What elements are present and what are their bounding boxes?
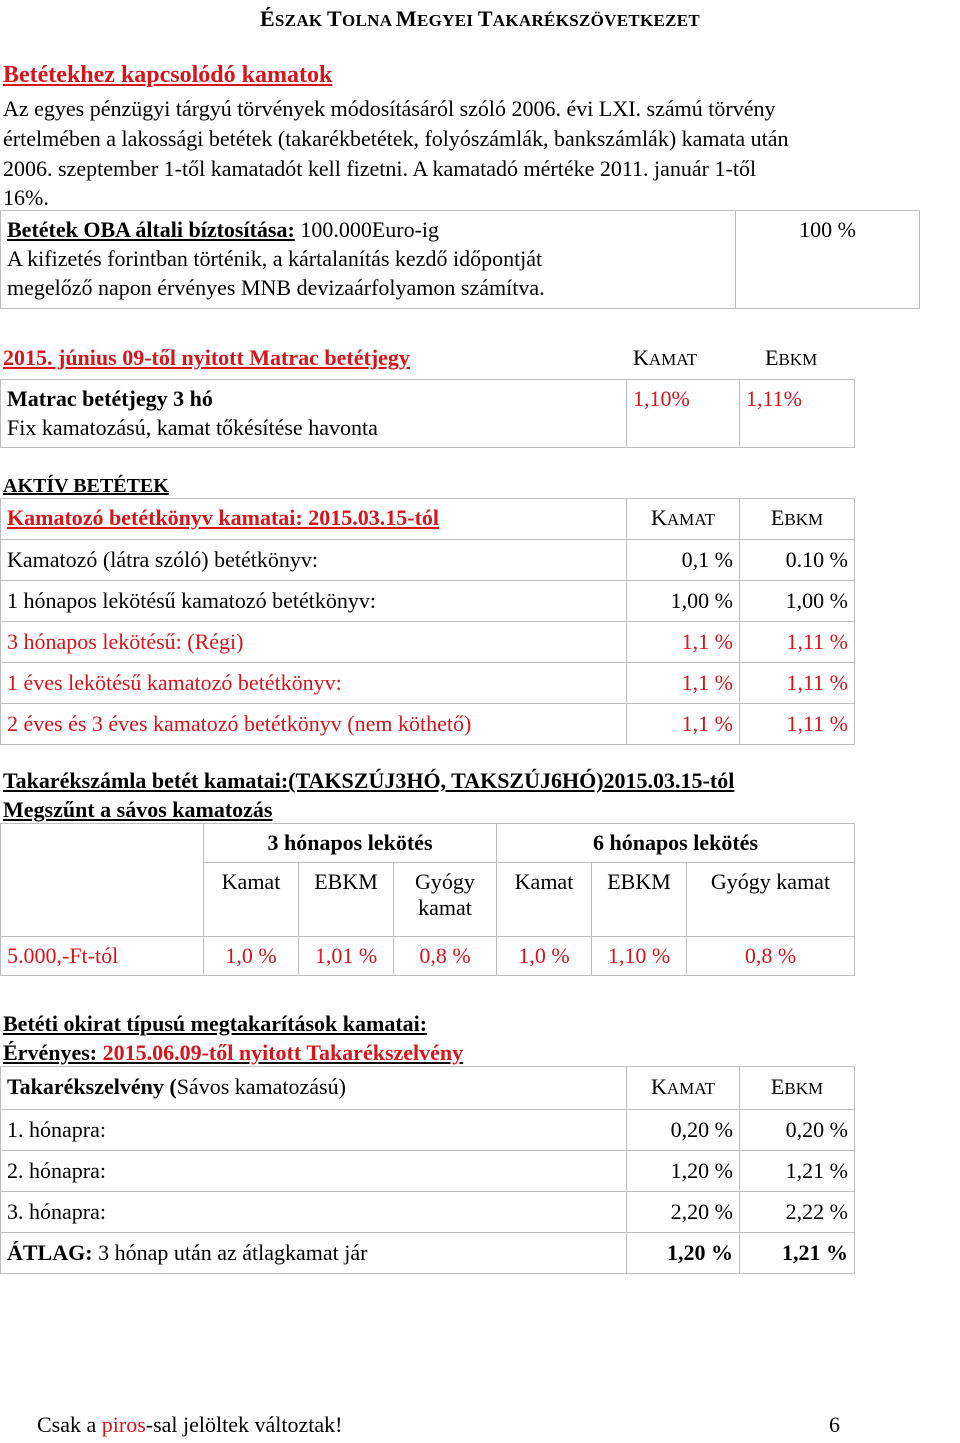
okirat-table [0, 1066, 855, 1274]
aktiv-table [0, 498, 855, 745]
table-row [1, 622, 855, 663]
header-text: EGYEI [416, 11, 478, 30]
value-cell: 1,01 % [299, 937, 394, 976]
table-row [1, 1110, 855, 1151]
okirat-col-ebkm [740, 1067, 855, 1110]
col-header-text: K [650, 1074, 667, 1099]
sub-gyogy: Gyógy kamat [687, 863, 855, 937]
col-header-text: AMAT [666, 510, 716, 529]
group-6-honap: 6 hónapos lekötés [497, 824, 855, 863]
oba-cell [1, 211, 736, 309]
empty-cell [1, 824, 204, 937]
document-header [0, 6, 960, 32]
okirat-title: Betéti okirat típusú megtakarítások kamatai: [3, 1011, 428, 1036]
valid-prefix: Érvényes: [3, 1040, 103, 1065]
header-text: É [259, 6, 275, 31]
header-text: AKARÉKSZÖVETKEZET [492, 11, 701, 30]
col-header-text: BKM [778, 350, 818, 369]
oba-amount: 100.000Euro-ig [294, 217, 440, 242]
takszamla-subtitle: Megszűnt a sávos kamatozás [3, 797, 273, 822]
matrac-ebkm: 1,11% [740, 380, 855, 448]
oba-table [0, 210, 920, 309]
row-ebkm: 2,22 % [740, 1192, 855, 1233]
col-header-text: AMAT [666, 1079, 716, 1098]
row-kamat: 0,1 % [627, 540, 740, 581]
value-cell: 0,8 % [687, 937, 855, 976]
row-label: Kamatozó (látra szóló) betétkönyv: [1, 540, 627, 581]
valid-red: 2015.06.09-től nyitott Takarékszelvény [102, 1040, 464, 1065]
okirat-col-kamat [627, 1067, 740, 1110]
matrac-name-cell [1, 380, 627, 448]
oba-percent: 100 % [736, 211, 920, 309]
row-ebkm: 1,11 % [740, 622, 855, 663]
col-header-text: E [770, 505, 785, 530]
table-row [1, 1151, 855, 1192]
matrac-name: Matrac betétjegy 3 hó [7, 386, 213, 411]
col-header-text: K [633, 345, 649, 370]
row-ebkm: 0,20 % [740, 1110, 855, 1151]
avg-ebkm: 1,21 % [740, 1233, 855, 1274]
row-label: 1. hónapra: [1, 1110, 627, 1151]
intro-line: Az egyes pénzügyi tárgyú törvények módosításáról szóló 2006. évi LXI. számú törvény [3, 96, 776, 121]
row-label: 1 éves lekötésű kamatozó betétkönyv: [1, 663, 627, 704]
title-bold: Takarékszelvény ( [7, 1074, 177, 1099]
row-ebkm: 1,21 % [740, 1151, 855, 1192]
header-text: OLNA [341, 11, 396, 30]
matrac-desc: Fix kamatozású, kamat tőkésítése havonta [7, 415, 378, 440]
aktiv-col-kamat [627, 499, 740, 540]
group-3-honap: 3 hónapos lekötés [204, 824, 497, 863]
row-label: 3 hónapos lekötésű: (Régi) [1, 622, 627, 663]
sub-gyogy: Gyógy kamat [394, 863, 497, 937]
table-row [1, 1233, 855, 1274]
title-rest: Sávos kamatozású) [176, 1074, 346, 1099]
row-ebkm: 1,11 % [740, 704, 855, 745]
oba-text: megelőző napon érvényes MNB devizaárfolyamon számítva. [7, 275, 545, 300]
header-text: SZAK [274, 11, 327, 30]
footer-text: Csak a [37, 1412, 102, 1437]
avg-label [1, 1233, 627, 1274]
row-label: 2 éves és 3 éves kamatozó betétkönyv (nem köthető) [1, 704, 627, 745]
okirat-valid [3, 1038, 463, 1067]
matrac-col-ebkm [765, 343, 817, 375]
row-kamat: 2,20 % [627, 1192, 740, 1233]
row-kamat: 1,1 % [627, 663, 740, 704]
col-header-text: BKM [784, 1079, 824, 1098]
aktiv-col-ebkm [740, 499, 855, 540]
row-kamat: 1,00 % [627, 581, 740, 622]
col-header-text: E [770, 1074, 785, 1099]
row-label: 1 hónapos lekötésű kamatozó betétkönyv: [1, 581, 627, 622]
row-ebkm: 1,00 % [740, 581, 855, 622]
sub-kamat: Kamat [497, 863, 592, 937]
table-row [1, 937, 855, 976]
takszamla-table [0, 823, 855, 976]
table-row [1, 581, 855, 622]
row-kamat: 1,1 % [627, 622, 740, 663]
intro-line: 16%. [3, 185, 49, 210]
header-text: T [326, 6, 342, 31]
matrac-col-kamat [633, 343, 697, 375]
col-header-text: K [650, 505, 667, 530]
sub-ebkm: EBKM [299, 863, 394, 937]
aktiv-label: AKTÍV BETÉTEK [3, 475, 169, 497]
footer-text: -sal jelöltek változtak! [145, 1412, 343, 1437]
footer-red: piros [101, 1412, 146, 1437]
avg-bold: ÁTLAG: [7, 1240, 93, 1265]
col-header-text: E [765, 345, 779, 370]
section-heading: Betétekhez kapcsolódó kamatok [3, 62, 333, 88]
avg-rest: 3 hónap után az átlagkamat jár [92, 1240, 368, 1265]
header-text: T [477, 6, 493, 31]
row-ebkm: 0.10 % [740, 540, 855, 581]
row-kamat: 0,20 % [627, 1110, 740, 1151]
oba-title: Betétek OBA általi bíztosítása: [7, 217, 295, 242]
col-header-text: BKM [784, 510, 824, 529]
matrac-kamat: 1,10% [627, 380, 740, 448]
row-label: 3. hónapra: [1, 1192, 627, 1233]
row-kamat: 1,20 % [627, 1151, 740, 1192]
header-text: M [395, 6, 417, 31]
table-row [1, 663, 855, 704]
table-row [1, 704, 855, 745]
value-cell: 1,0 % [204, 937, 299, 976]
intro-line: 2006. szeptember 1-től kamatadót kell fizetni. A kamatadó mértéke 2011. január 1-től [3, 156, 757, 181]
sub-kamat: Kamat [204, 863, 299, 937]
matrac-table [0, 379, 855, 448]
footer-note [37, 1412, 342, 1438]
okirat-table-title [1, 1067, 627, 1110]
value-cell: 1,0 % [497, 937, 592, 976]
aktiv-title: Kamatozó betétkönyv kamatai: 2015.03.15-tól [1, 499, 627, 540]
matrac-title: 2015. június 09-től nyitott Matrac betétjegy [3, 345, 410, 370]
avg-kamat: 1,20 % [627, 1233, 740, 1274]
value-cell: 0,8 % [394, 937, 497, 976]
table-row [1, 540, 855, 581]
row-kamat: 1,1 % [627, 704, 740, 745]
row-ebkm: 1,11 % [740, 663, 855, 704]
table-row [1, 1192, 855, 1233]
col-header-text: AMAT [648, 350, 698, 369]
takszamla-title: Takarékszámla betét kamatai:(TAKSZÚJ3HÓ, TAKSZÚJ6HÓ)2015.03.15-tól [3, 768, 735, 793]
page-number: 6 [829, 1412, 840, 1437]
intro-line: értelmében a lakossági betétek (takarékbetétek, folyószámlák, bankszámlák) kamata után [3, 126, 789, 151]
value-cell: 1,10 % [592, 937, 687, 976]
sub-ebkm: EBKM [592, 863, 687, 937]
oba-text: A kifizetés forintban történik, a kártalanítás kezdő időpontját [7, 246, 543, 271]
row-label: 2. hónapra: [1, 1151, 627, 1192]
row-label: 5.000,-Ft-tól [1, 937, 204, 976]
